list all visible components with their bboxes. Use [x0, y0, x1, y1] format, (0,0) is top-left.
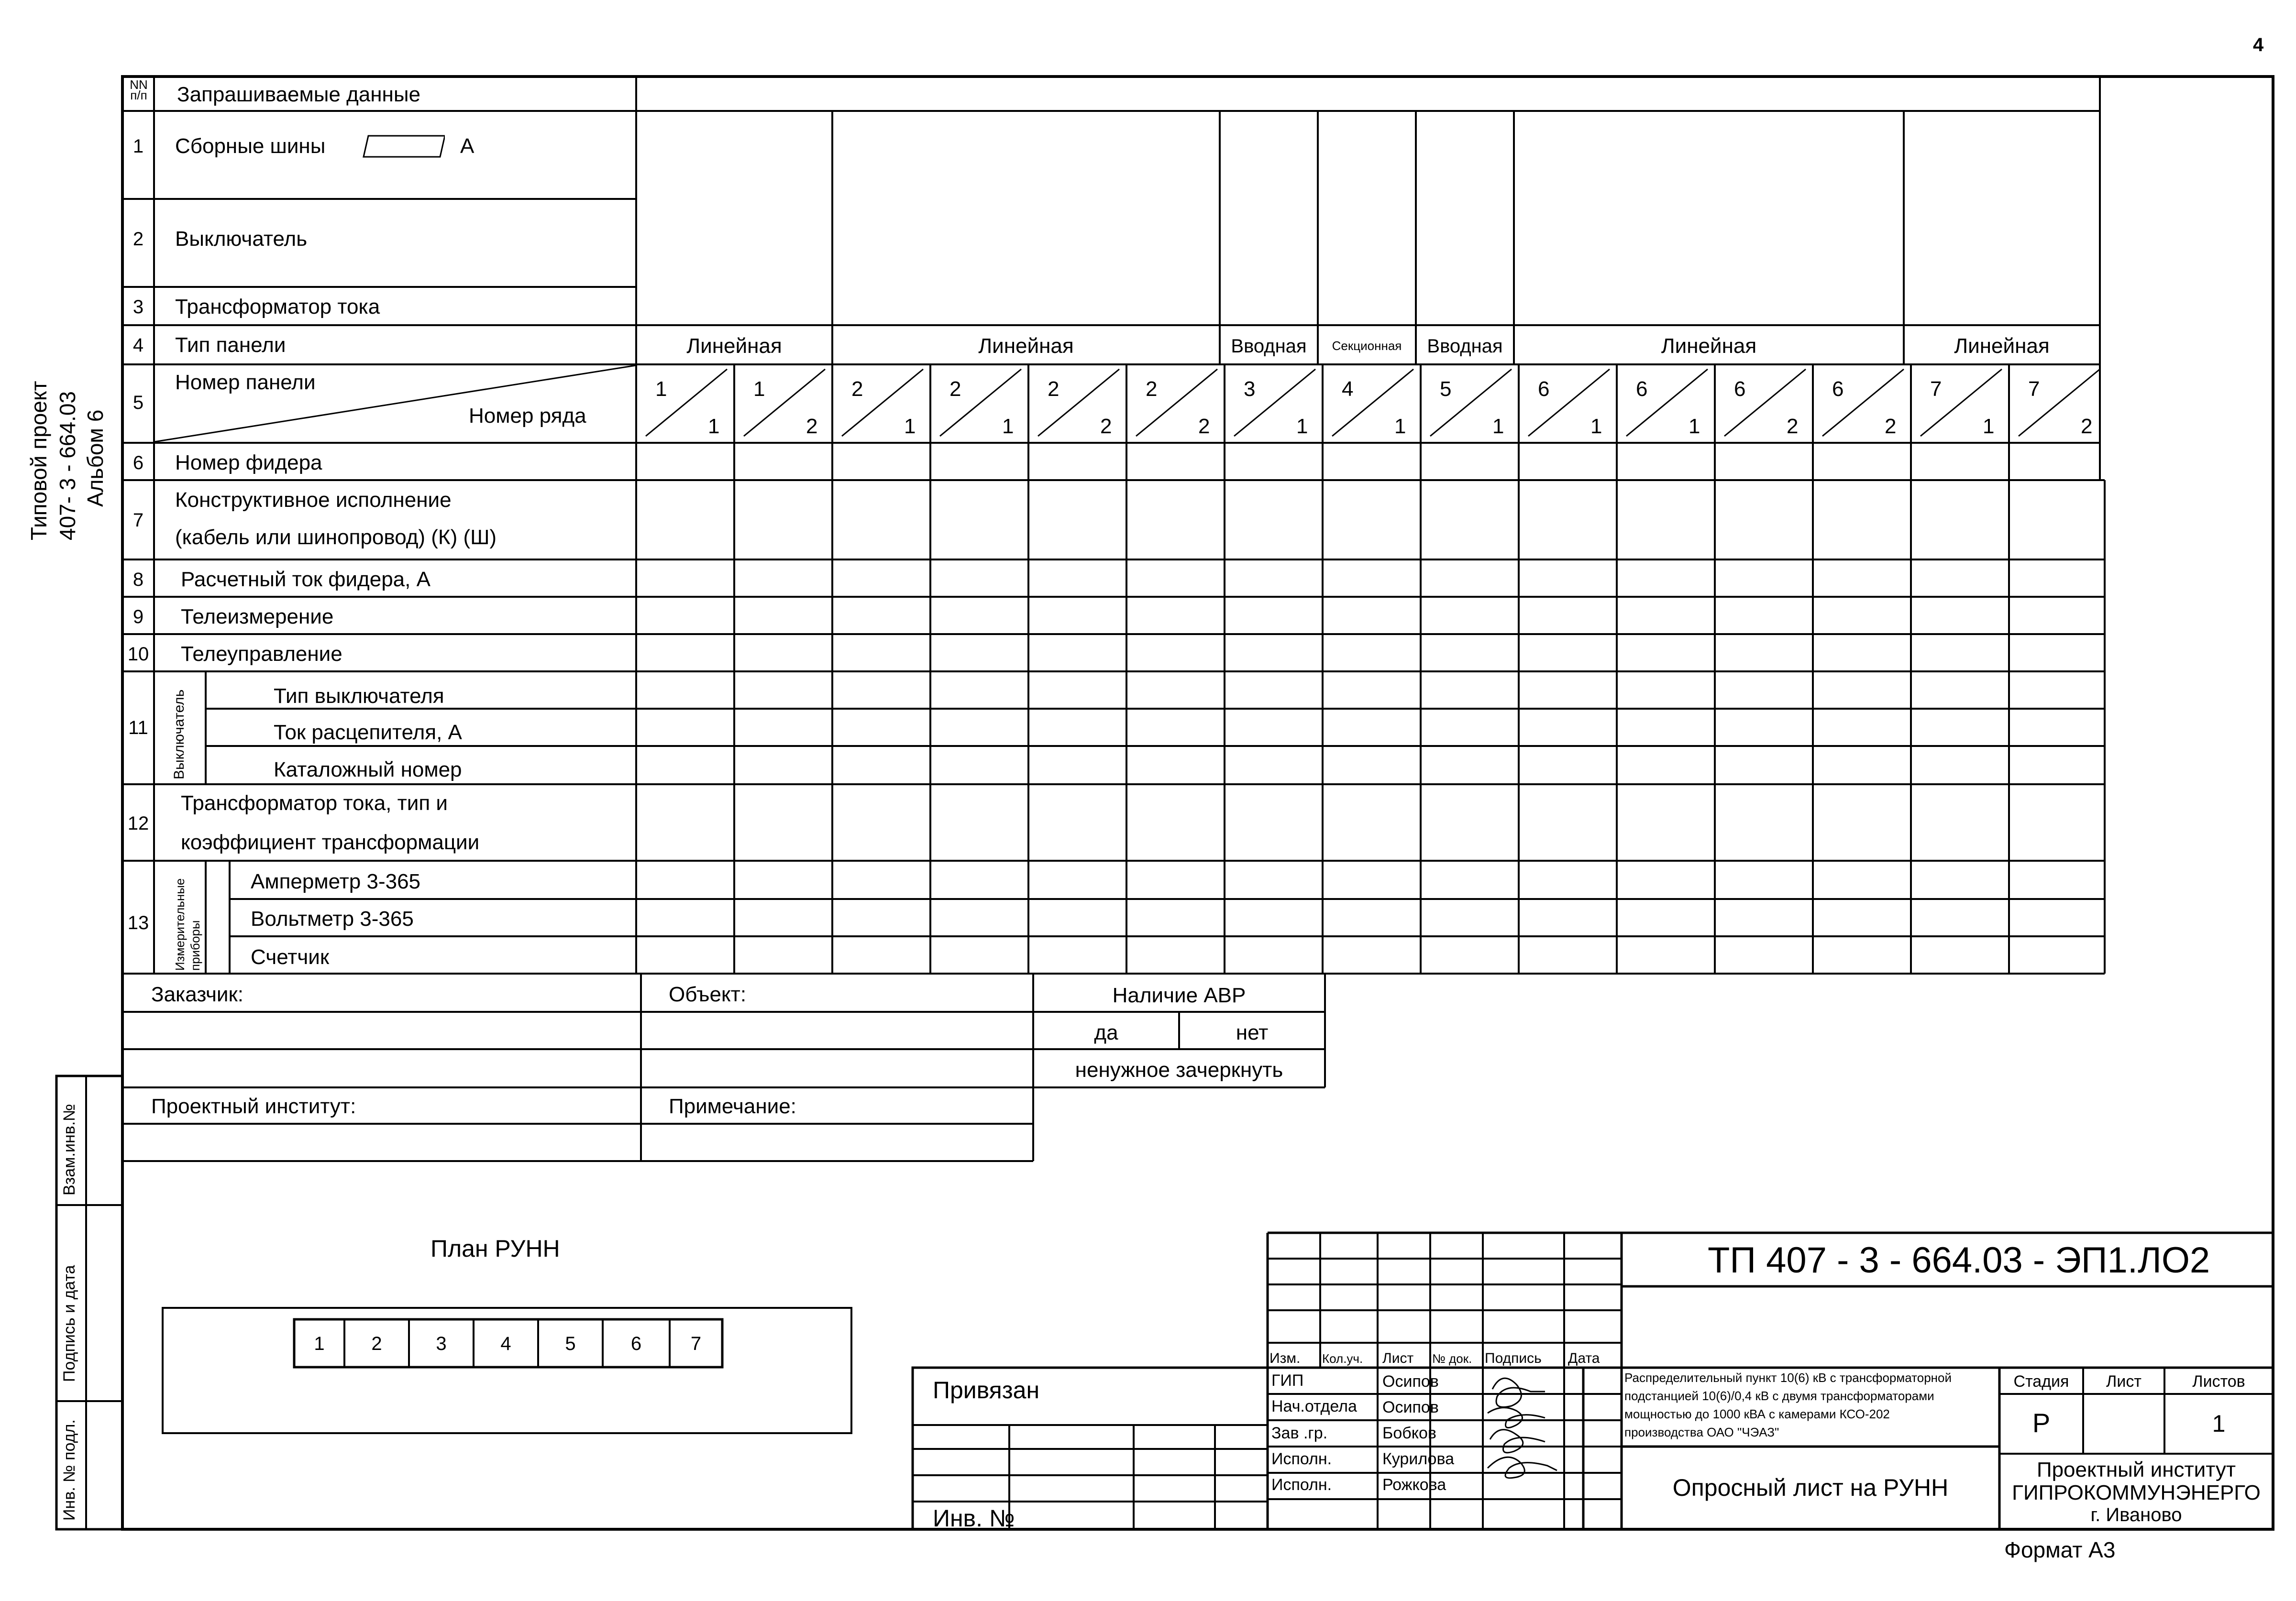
panel-cell-diagonal — [1234, 369, 1315, 436]
panel-number: 7 — [1930, 377, 1942, 401]
panel-type: Линейная — [1954, 334, 2050, 358]
staff-role: Нач.отдела — [1271, 1397, 1357, 1415]
row-label-current: Расчетный ток фидера, А — [181, 568, 430, 591]
panel-number: 2 — [949, 377, 961, 401]
panel-number: 6 — [1538, 377, 1550, 401]
row-label-panel-number: Номер панели — [175, 371, 316, 394]
institute-line: г. Иваново — [2090, 1504, 2182, 1525]
row-number: 10 — [127, 644, 149, 665]
customer-label: Заказчик: — [151, 983, 243, 1006]
row-label-ct-type: Трансформатор тока, тип и — [181, 791, 448, 815]
panel-number: 6 — [1832, 377, 1844, 401]
document-code: ТП 407 - 3 - 664.03 - ЭП1.ЛО2 — [1708, 1240, 2210, 1281]
description-line: производства ОАО "ЧЭАЗ" — [1624, 1425, 1779, 1439]
plan-cell: 5 — [565, 1333, 576, 1354]
document-title: Опросный лист на РУНН — [1672, 1474, 1949, 1501]
panel-cell-diagonal — [646, 369, 727, 436]
staff-name: Бобков — [1382, 1424, 1436, 1442]
sheet-header: Лист — [2106, 1372, 2141, 1391]
row-label-row-number: Номер ряда — [469, 404, 586, 428]
panel-number: 6 — [1636, 377, 1648, 401]
col-header-izm: Изм. — [1269, 1350, 1301, 1366]
avr-no[interactable]: нет — [1236, 1021, 1269, 1044]
avr-yes[interactable]: да — [1094, 1021, 1118, 1044]
row-number: 4 — [132, 335, 144, 356]
sub-label-breaker-type: Тип выключателя — [274, 684, 444, 708]
format-label: Формат А3 — [2004, 1537, 2116, 1562]
plan-cell: 2 — [371, 1333, 382, 1354]
stage-value: Р — [2032, 1408, 2051, 1438]
row-number: 8 — [132, 569, 144, 590]
sheets-header: Листов — [2192, 1372, 2245, 1391]
panel-number: 2 — [1048, 377, 1060, 401]
row-number: 11 — [128, 717, 148, 738]
plan-cell: 3 — [436, 1333, 447, 1354]
row-label-design: Конструктивное исполнение — [175, 488, 452, 512]
row-number-value: 1 — [1492, 415, 1504, 438]
institute-line: Проектный институт — [2036, 1458, 2236, 1481]
panel-cell-diagonal — [1724, 369, 1806, 436]
sub-label-voltmeter: Вольтметр 3-365 — [251, 907, 414, 931]
row-label-telecontrol: Телеуправление — [181, 642, 342, 666]
note-label: Примечание: — [669, 1095, 796, 1118]
panel-cell-diagonal — [1921, 369, 2002, 436]
panel-cell-diagonal — [744, 369, 825, 436]
panel-type: Линейная — [686, 334, 782, 358]
side-stamp-line3: Альбом 6 — [83, 409, 108, 507]
row-number-value: 1 — [708, 415, 720, 438]
avr-label: Наличие АВР — [1112, 984, 1246, 1007]
row-number-value: 1 — [1983, 415, 1995, 438]
staff-name: Осипов — [1382, 1372, 1439, 1391]
panel-number: 1 — [655, 377, 667, 401]
plan-cell: 7 — [690, 1333, 702, 1354]
col-header-doc: № док. — [1432, 1351, 1472, 1366]
plan-cell: 1 — [314, 1333, 325, 1354]
staff-role: Исполн. — [1271, 1476, 1332, 1494]
col-header-sign: Подпись — [1485, 1350, 1542, 1366]
row-number: 9 — [132, 606, 144, 627]
panel-number: 5 — [1440, 377, 1452, 401]
busbar-unit: А — [460, 134, 475, 158]
staff-name: Осипов — [1382, 1398, 1439, 1416]
staff-name: Рожкова — [1382, 1476, 1446, 1494]
row-number-value: 2 — [806, 415, 818, 438]
panel-number: 1 — [753, 377, 765, 401]
panel-number: 2 — [1146, 377, 1158, 401]
row-number-value: 1 — [1002, 415, 1014, 438]
col-header-kol: Кол.уч. — [1322, 1351, 1363, 1366]
panel-type: Вводная — [1231, 336, 1307, 357]
row-number: 6 — [132, 452, 144, 473]
row-number-value: 1 — [1296, 415, 1308, 438]
staff-role: ГИП — [1271, 1371, 1304, 1390]
sheets-value: 1 — [2212, 1410, 2226, 1437]
panel-type: Линейная — [978, 334, 1074, 358]
row-number: 3 — [132, 296, 144, 318]
row-number-value: 2 — [1787, 415, 1799, 438]
panel-number: 7 — [2028, 377, 2040, 401]
row-label-busbar: Сборные шины — [175, 134, 326, 158]
col-header-list: Лист — [1382, 1350, 1414, 1366]
row-number: 13 — [127, 912, 149, 933]
panel-type: Секционная — [1332, 339, 1402, 353]
panel-number: 2 — [851, 377, 863, 401]
row-number-value: 2 — [2081, 415, 2093, 438]
header-num: NN п/п — [130, 77, 148, 102]
stage-header: Стадия — [2013, 1372, 2069, 1391]
row-label-panel-type: Тип панели — [175, 333, 286, 357]
description-line: мощностью до 1000 кВА с камерами КСО-202 — [1624, 1407, 1890, 1421]
strip-label-inv-podl: Инв. № подл. — [60, 1419, 78, 1521]
privyazan-title: Привязан — [933, 1377, 1040, 1404]
panel-cell-diagonal — [2019, 369, 2100, 436]
panel-cell-diagonal — [1430, 369, 1512, 436]
panel-cell-diagonal — [842, 369, 923, 436]
object-label: Объект: — [669, 983, 747, 1006]
row-number-value: 2 — [1885, 415, 1897, 438]
staff-role: Исполн. — [1271, 1450, 1332, 1468]
side-stamp-line1: Типовой проект — [26, 381, 51, 540]
col-header-date: Дата — [1568, 1350, 1600, 1366]
institute-line: ГИПРОКОММУНЭНЕРГО — [2012, 1481, 2261, 1504]
row-number-value: 1 — [904, 415, 916, 438]
row-number-value: 1 — [1590, 415, 1602, 438]
panel-cell-diagonal — [1822, 369, 1904, 436]
row-number-value: 2 — [1100, 415, 1112, 438]
row-label-feeder: Номер фидера — [175, 451, 322, 474]
sub-label-ammeter: Амперметр 3-365 — [251, 870, 421, 893]
sub-label-trip-current: Ток расцепителя, А — [274, 721, 462, 744]
panel-cell-diagonal — [1136, 369, 1217, 436]
strip-label-signature-date: Подпись и дата — [60, 1265, 78, 1382]
plan-cell: 4 — [500, 1333, 511, 1354]
avr-cross-out-note: ненужное зачеркнуть — [1075, 1058, 1283, 1082]
row-label-breaker: Выключатель — [175, 227, 308, 251]
row-number: 2 — [132, 229, 144, 250]
strip-label-vzam: Взам.инв.№ — [60, 1104, 78, 1195]
row-label-design-2: (кабель или шинопровод) (К) (Ш) — [175, 526, 497, 549]
group-label-breaker: Выключатель — [171, 689, 187, 779]
privyazan-inv: Инв. № — [933, 1505, 1015, 1532]
panel-cell-diagonal — [1626, 369, 1708, 436]
panel-number: 6 — [1734, 377, 1746, 401]
page-number: 4 — [2253, 34, 2264, 55]
panel-type: Линейная — [1661, 334, 1757, 358]
row-number-value: 1 — [1394, 415, 1406, 438]
staff-role: Зав .гр. — [1271, 1424, 1328, 1442]
row-label-telemetry: Телеизмерение — [181, 605, 334, 628]
description-line: подстанцией 10(6)/0,4 кВ с двумя трансформаторами — [1624, 1389, 1934, 1403]
row-number-value: 1 — [1689, 415, 1700, 438]
row-number-value: 2 — [1198, 415, 1210, 438]
panel-cell-diagonal — [940, 369, 1021, 436]
panel-cell-diagonal — [1528, 369, 1610, 436]
panel-number: 4 — [1342, 377, 1354, 401]
row-number: 5 — [132, 392, 144, 413]
panel-number: 3 — [1244, 377, 1256, 401]
plan-cell: 6 — [630, 1333, 642, 1354]
row-number: 7 — [132, 510, 144, 531]
panel-cell-diagonal — [1038, 369, 1119, 436]
sub-label-catalog-number: Каталожный номер — [274, 758, 462, 781]
staff-name: Курилова — [1382, 1450, 1455, 1468]
sub-label-counter: Счетчик — [251, 945, 330, 969]
group-label-meters: Измерительные приборы — [173, 878, 202, 971]
panel-cell-diagonal — [1332, 369, 1413, 436]
description-line: Распределительный пункт 10(6) кВ с трансформаторной — [1624, 1371, 1952, 1385]
header-label: Запрашиваемые данные — [177, 83, 420, 106]
institute-label: Проектный институт: — [151, 1095, 356, 1118]
row-label-ct-ratio: коэффициент трансформации — [181, 831, 480, 854]
panel-type: Вводная — [1427, 336, 1503, 357]
row-number: 12 — [127, 813, 149, 834]
plan-title: План РУНН — [430, 1235, 560, 1262]
row-label-ct: Трансформатор тока — [175, 295, 380, 318]
side-stamp-line2: 407- 3 - 664.03 — [55, 391, 80, 540]
row-number: 1 — [132, 136, 144, 157]
